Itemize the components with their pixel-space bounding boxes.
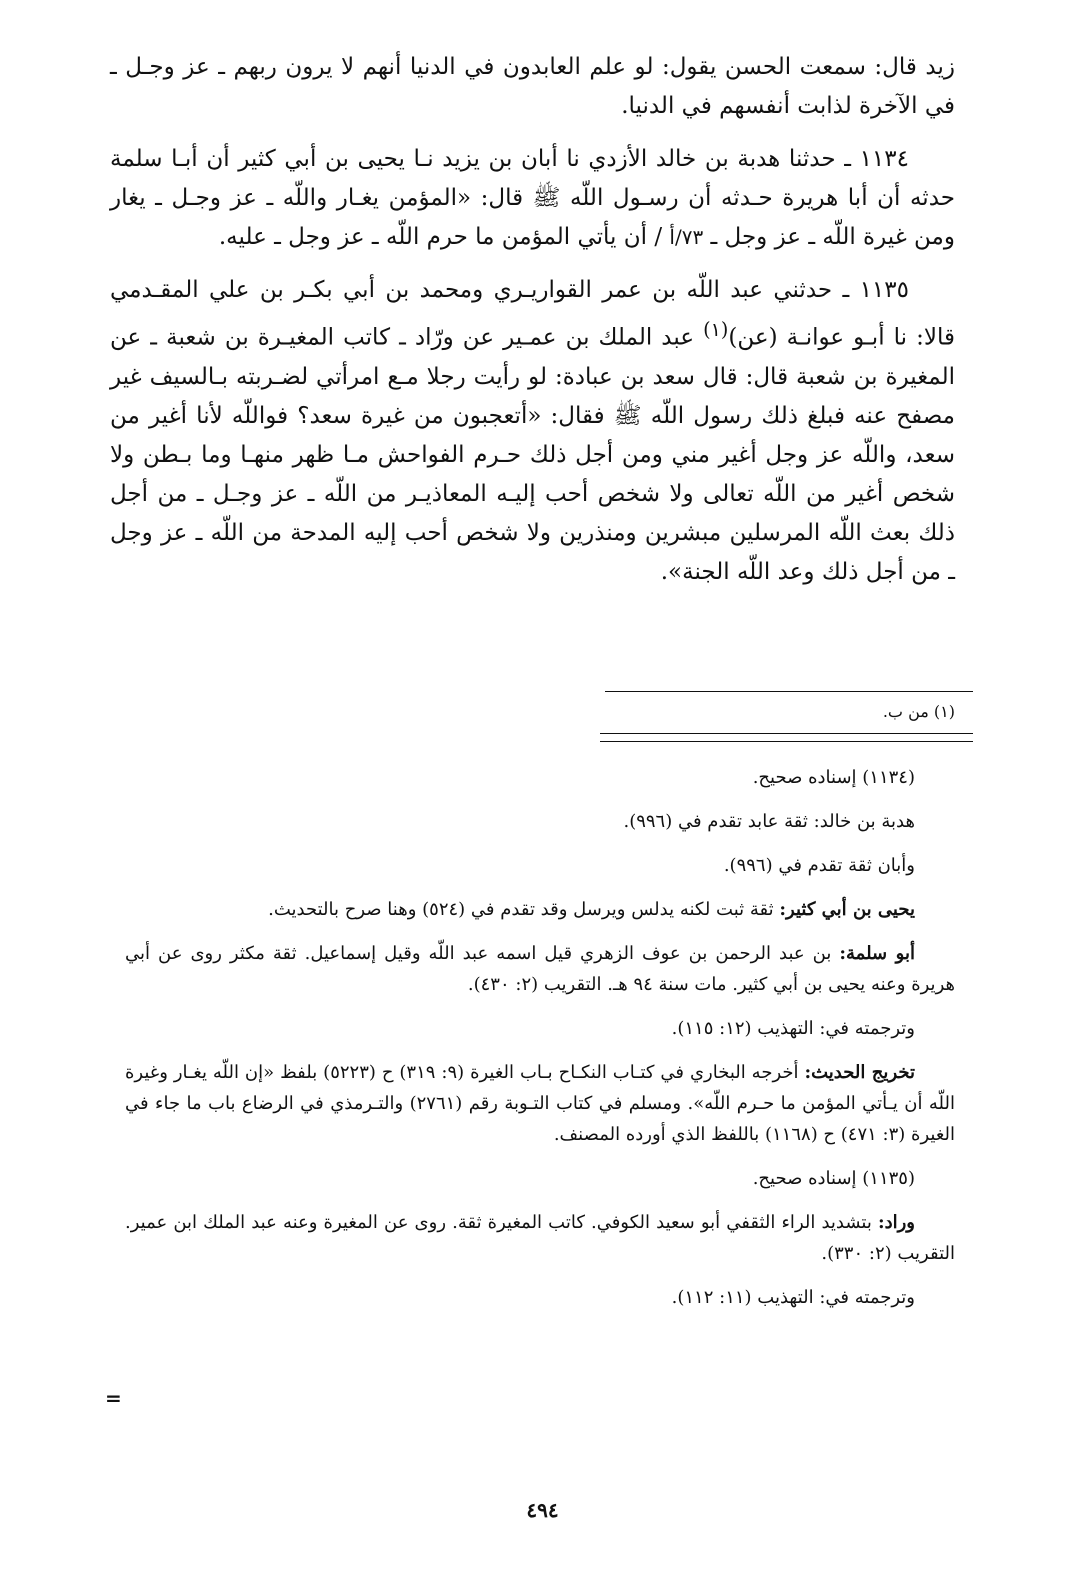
commentary xyxy=(125,762,955,1326)
commentary-narrator xyxy=(125,938,955,1000)
narrator-note: ثقة ثبت لكنه يدلس ويرسل وقد تقدم في (٥٢٤) وهنا صرح بالتحديث. xyxy=(268,899,780,920)
hadith-text: عبد الملك بن عمـير عن ورّاد ـ كاتب المغيـرة بن شعبة ـ عن المغيرة بن شعبة قال: قال سعد بن عبادة: لو رأيت رجلا مـع امرأتي لضـربته بـالسيف غير مصفح عنه فبلغ ذلك رسول اللّه ﷺ فقال: «أتعجبون من غيرة سعد؟ فواللّه لأنا أغير من سعد، واللّه عز وجل أغير مني ومن أجل ذلك حـرم الفواحش مـا ظهر منهـا وما بـطن ولا شخص أغير من اللّه تعالى ولا شخص أحب إليـه المعاذيـر من اللّه ـ عز وجـل ـ من أجل ذلك بعث اللّه المرسلين مبشرين ومنذرين ولا شخص أحب إليه المدحة من اللّه ـ عز وجل ـ من أجل ذلك وعد اللّه الجنة». xyxy=(110,324,955,585)
narrator-note: بتشديد الراء الثقفي أبو سعيد الكوفي. كاتب المغيرة ثقة. روى عن المغيرة وعنه عبد الملك ابن عمير. التقريب (٢: ٣٣٠). xyxy=(125,1212,955,1264)
narrator-name: وراد: xyxy=(877,1212,915,1233)
commentary-narrator xyxy=(125,894,955,925)
hadith-1134 xyxy=(110,140,955,257)
page-number: ٤٩٤ xyxy=(526,1498,559,1522)
continuation-mark: = xyxy=(105,1386,122,1410)
commentary-reference: وترجمته في: التهذيب (١٢: ١١٥). xyxy=(671,1018,915,1039)
commentary-reference: وترجمته في: التهذيب (١١: ١١٢). xyxy=(671,1287,915,1308)
hadith-text: ١١٣٥ ـ حدثني عبد اللّه بن عمر القواريـري ومحمد بن أبي بكـر بن علي المقـدمي قالا: نا أبـو عوانـة (عن) xyxy=(110,277,956,351)
main-text xyxy=(110,48,955,606)
hadith-text: / أن يأتي المؤمن ما حرم اللّه ـ عز وجل ـ عليه. xyxy=(218,224,663,250)
narrator-note: بن عبد الرحمن بن عوف الزهري قيل اسمه عبد اللّه وقيل إسماعيل. ثقة مكثر روى عن أبي هريرة وعنه يحيى بن أبي كثير. مات سنة ٩٤ هـ. التقريب (٢: ٤٣٠). xyxy=(125,943,955,995)
takhrij-text: أخرجه البخاري في كتـاب النكـاح بـاب الغيرة (٩: ٣١٩) ح (٥٢٢٣) بلفظ «إن اللّه يغـار وغيرة اللّه أن يـأتي المؤمن ما حـرم اللّه». ومسلم في كتاب التـوبة رقم (٢٧٦١) والتـرمذي في الرضاع باب ما جاء في الغيرة (٣: ٤٧١) ح (١١٦٨) باللفظ الذي أورده المصنف. xyxy=(125,1062,955,1145)
hadith-1135 xyxy=(110,271,955,592)
commentary-takhrij xyxy=(125,1057,955,1150)
commentary-grade-1135: (١١٣٥) إسناده صحيح. xyxy=(752,1168,915,1189)
commentary-separator xyxy=(600,733,973,742)
paragraph-text: زيد قال: سمعت الحسن يقول: لو علم العابدون في الدنيا أنهم لا يرون ربهم ـ عز وجـل ـ في الآخرة لذابت أنفسهم في الدنيا. xyxy=(110,54,955,119)
takhrij-label: تخريج الحديث: xyxy=(804,1062,916,1083)
manuscript-folio-ref: ٧٣/أ xyxy=(669,225,704,249)
commentary-narrator xyxy=(125,1207,955,1269)
commentary-grade-1134: (١١٣٤) إسناده صحيح. xyxy=(752,767,915,788)
footnote-separator xyxy=(605,691,973,692)
narrator-name: يحيى بن أبي كثير: xyxy=(779,899,915,920)
footnote: (١) من ب. xyxy=(882,702,955,721)
commentary-narrator: وأبان ثقة تقدم في (٩٩٦). xyxy=(723,855,915,876)
commentary-narrator: هدبة بن خالد: ثقة عابد تقدم في (٩٩٦). xyxy=(623,811,915,832)
footnote-reference: (١) xyxy=(703,318,729,341)
hadith-text: ١١٣٤ ـ حدثنا هدبة بن خالد الأزدي نا أبان بن يزيد نـا يحيى بن أبي كثير أن أبـا سلمة حدثه أن أبا هريرة حـدثه أن رسـول اللّه ﷺ قال: «المؤمن يغـار واللّه ـ عز وجـل ـ يغار ومن غيرة اللّه ـ عز وجل ـ xyxy=(110,146,955,250)
narrator-name: أبو سلمة: xyxy=(839,943,915,964)
paragraph-continuation xyxy=(110,48,955,126)
